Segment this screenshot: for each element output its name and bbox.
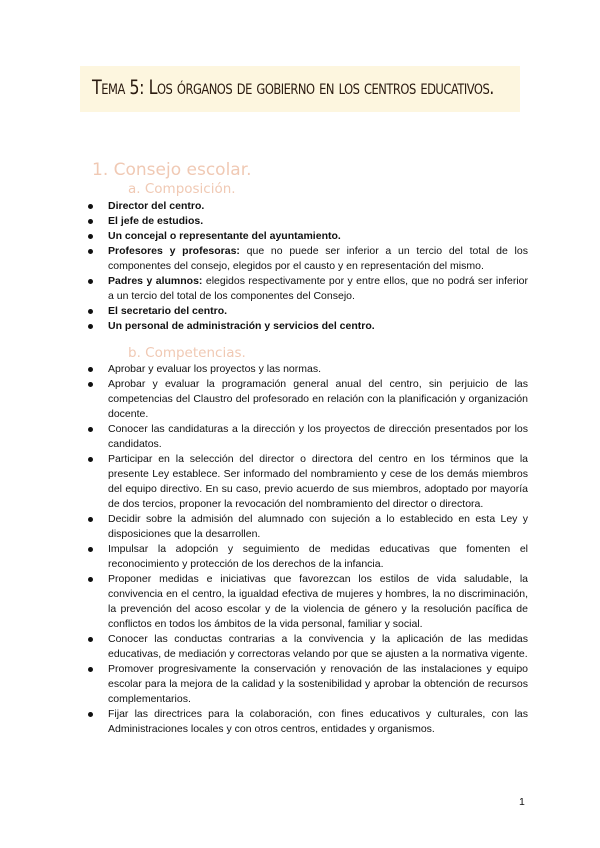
item-text: Decidir sobre la admisión del alumnado con sujeción a lo establecido en esta Ley y disposiciones que la desarrollen. [108,513,528,540]
page-number: 1 [519,796,525,808]
item-text: Participar en la selección del director o directora del centro en los términos que la presente Ley establece. Ser informado del nombramiento y cese de los demás miembros del equipo directivo. En su caso, previo acuerdo de sus miembros, adoptado por mayoría de dos tercios, proponer la revocación del nombramiento del director o directora. [108,453,528,510]
bullet-icon [88,382,93,387]
list-item [88,452,528,512]
item-text: que no puede ser inferior a un tercio del total de los componentes del consejo, elegidos por el causto y en representación del mismo. [108,245,528,272]
item-text: Aprobar y evaluar los proyectos y las normas. [108,363,322,375]
item-text: Promover progresivamente la conservación y renovación de las instalaciones y equipo escolar para la mejora de la calidad y la sostenibilidad y aprobar la obtención de recursos complementarios. [108,663,528,705]
bullet-icon [88,712,93,717]
list-item [88,199,528,214]
bullet-icon [88,219,93,224]
bullet-icon [88,637,93,642]
bullet-icon [88,577,93,582]
item-text: Conocer las conductas contrarias a la convivencia y la aplicación de las medidas educativas, de mediación y correctoras velando por que se ajusten a la normativa vigente. [108,633,528,660]
subsection-heading-composicion: a. Composición. [128,181,236,197]
list-item [88,512,528,542]
bullet-icon [88,324,93,329]
item-bold-label: El jefe de estudios. [108,215,204,227]
subsection-heading-competencias: b. Competencias. [128,345,246,361]
bullet-icon [88,234,93,239]
bullet-icon [88,457,93,462]
bullet-icon [88,547,93,552]
bullet-icon [88,517,93,522]
item-text: Conocer las candidaturas a la dirección y los proyectos de dirección presentados por los candidatos. [108,423,528,450]
list-item [88,377,528,422]
list-item [88,214,528,229]
item-bold-label: Un personal de administración y servicios del centro. [108,320,375,332]
bullet-icon [88,427,93,432]
competencies-list [88,362,528,737]
bullet-icon [88,667,93,672]
item-text: Impulsar la adopción y seguimiento de medidas educativas que fomenten el reconocimiento y protección de los derechos de la infancia. [108,543,528,570]
list-item [88,662,528,707]
item-text: elegidos respectivamente por y entre ellos, que no podrá ser inferior a un tercio del total de los componentes del Consejo. [108,275,528,302]
list-item [88,542,528,572]
list-item [88,362,528,377]
list-item [88,707,528,737]
bullet-icon [88,367,93,372]
composition-list [88,199,528,334]
list-item [88,274,528,304]
list-item [88,229,528,244]
list-item [88,244,528,274]
item-text: Aprobar y evaluar la programación general anual del centro, sin perjuicio de las competencias del Claustro del profesorado en relación con la planificación y organización docente. [108,378,528,420]
item-bold-label: Padres y alumnos: [108,275,203,287]
section-heading-consejo: 1. Consejo escolar. [92,160,252,180]
list-item [88,304,528,319]
list-item [88,572,528,632]
bullet-icon [88,249,93,254]
item-bold-label: El secretario del centro. [108,305,228,317]
item-bold-label: Profesores y profesoras: [108,245,240,257]
item-bold-label: Un concejal o representante del ayuntamiento. [108,230,341,242]
item-bold-label: Director del centro. [108,200,205,212]
list-item [88,632,528,662]
list-item [88,319,528,334]
bullet-icon [88,309,93,314]
bullet-icon [88,279,93,284]
page-title: Tema 5: Los órganos de gobierno en los centros educativos. [92,76,494,99]
item-text: Proponer medidas e iniciativas que favorezcan los estilos de vida saludable, la convivencia en el centro, la igualdad efectiva de mujeres y hombres, la no discriminación, la prevención del acoso escolar y de la violencia de género y la resolución pacífica de conflictos en todos los ámbitos de la vida personal, familiar y social. [108,573,528,630]
list-item [88,422,528,452]
item-text: Fijar las directrices para la colaboración, con fines educativos y culturales, con las Administraciones locales y con otros centros, entidades y organismos. [108,708,528,735]
bullet-icon [88,204,93,209]
